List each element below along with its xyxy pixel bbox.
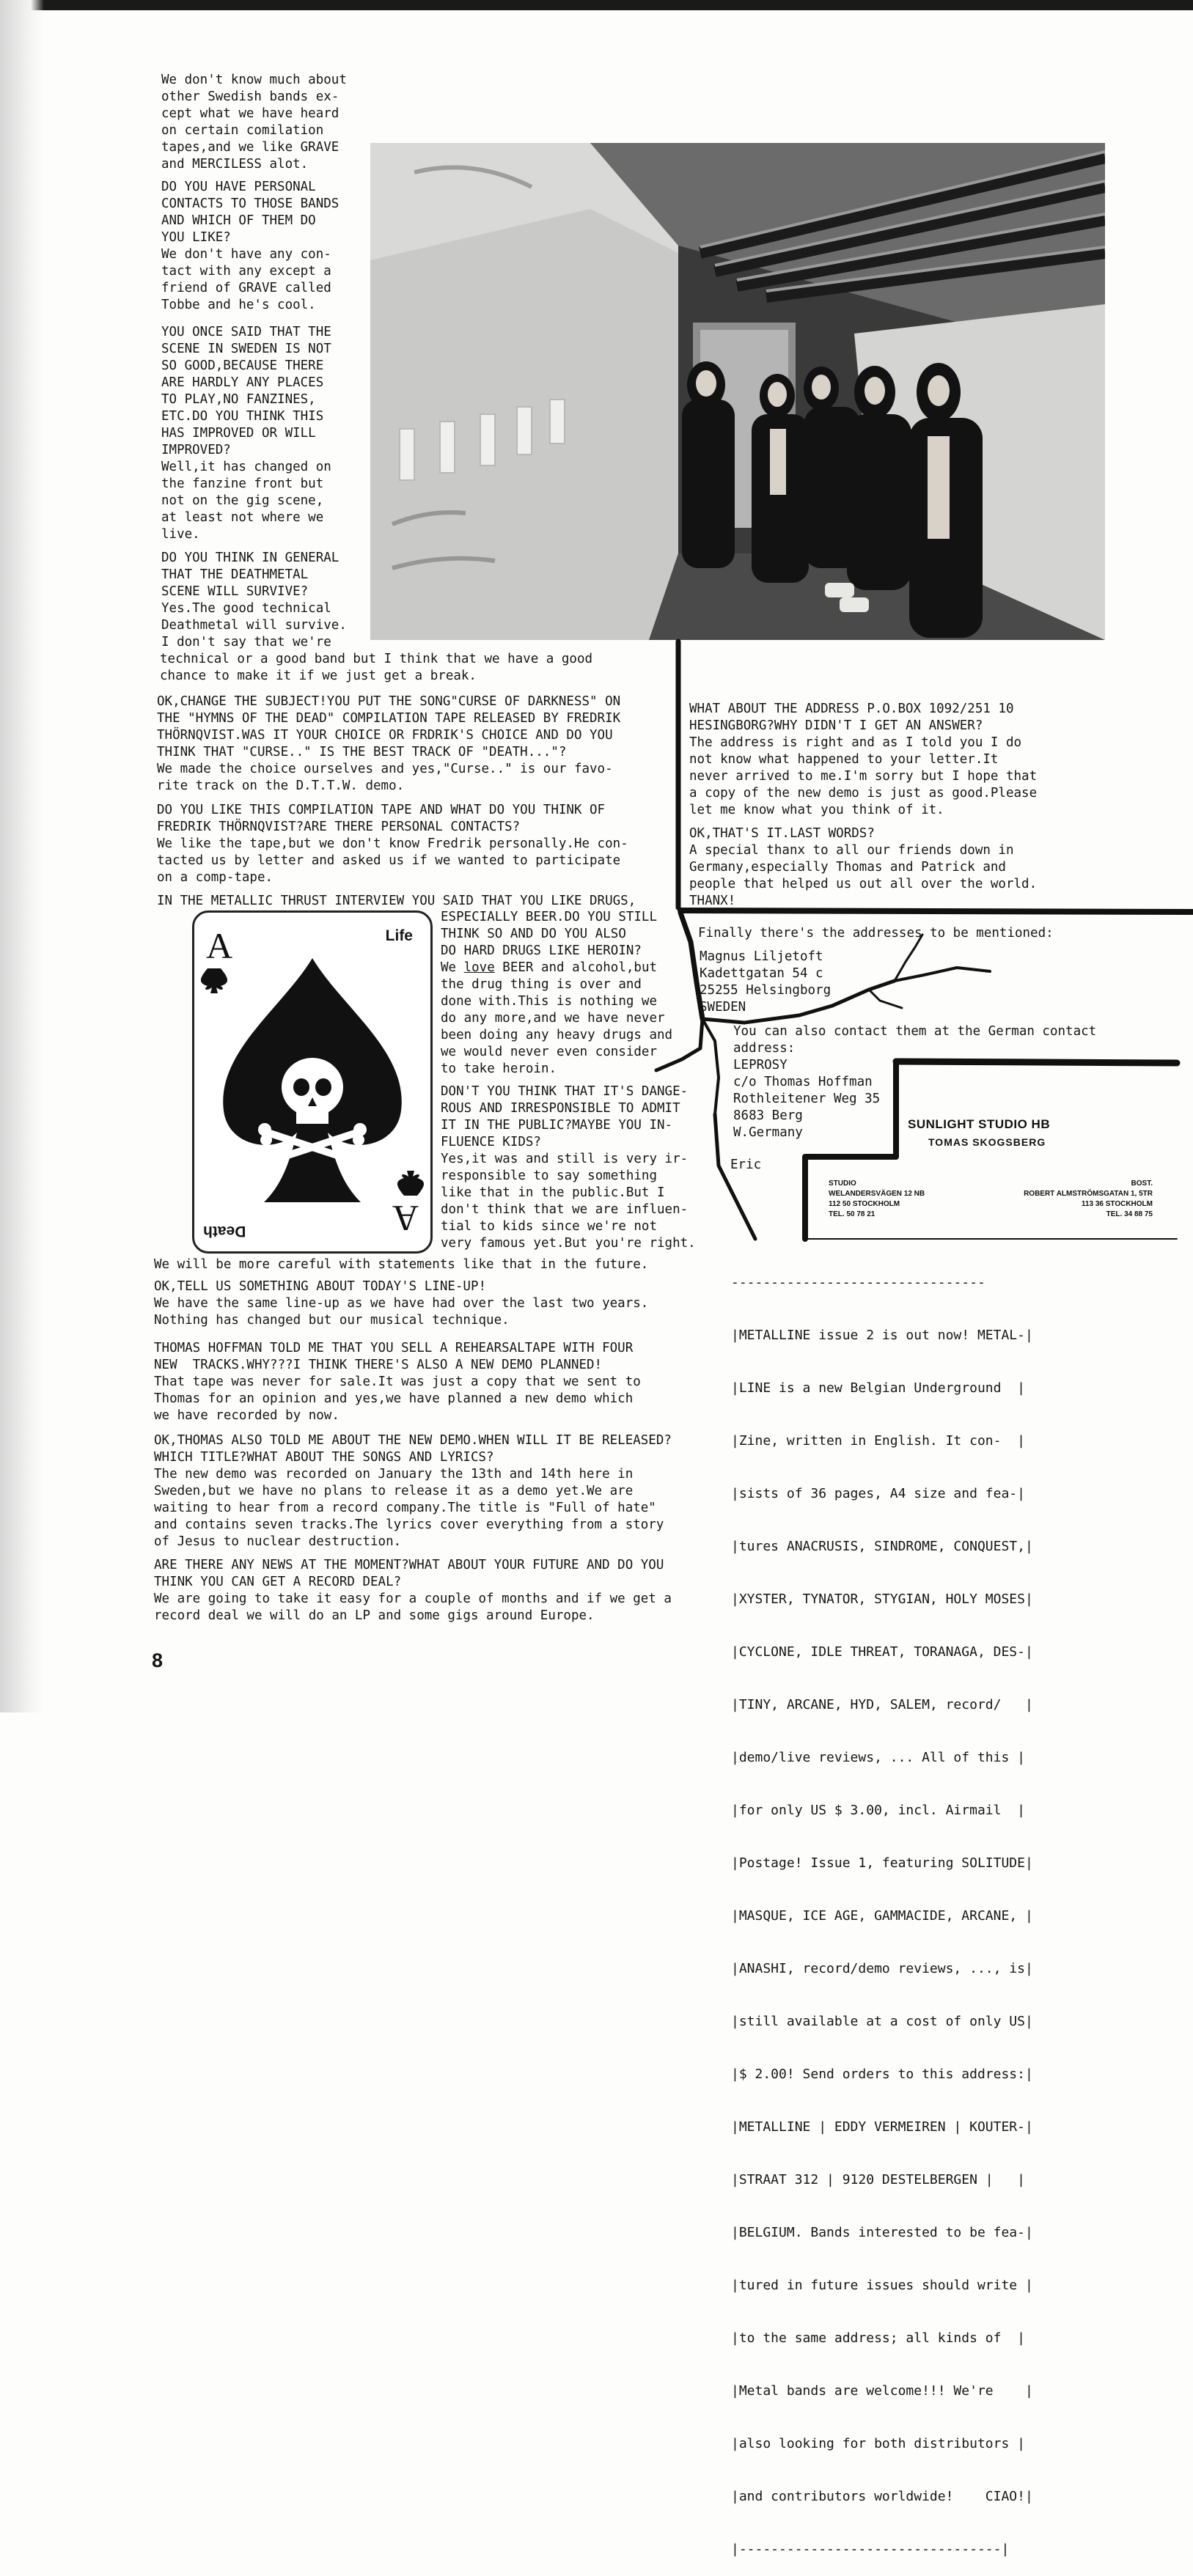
german-contact-intro: You can also contact them at the German contact address:: [733, 1024, 1097, 1056]
ad-line: |LINE is a new Belgian Underground |: [731, 1380, 1025, 1396]
careful-statement: We will be more careful with statements like that in the future.: [154, 1257, 649, 1272]
ad-line: |CYCLONE, IDLE THREAT, TORANAGA, DES-|: [731, 1644, 1033, 1660]
qa-drugs-question: IN THE METALLIC THRUST INTERVIEW YOU SAID THAT YOU LIKE DRUGS,: [157, 894, 636, 908]
ad-line: |demo/live reviews, ... All of this |: [731, 1750, 1025, 1765]
qa-last-words: OK,THAT'S IT.LAST WORDS? A special thanx to all our friends down in Germany,especially Thomas and Patrick and people that helped us out all over the world. THANX!: [689, 826, 1038, 908]
qa-future: ARE THERE ANY NEWS AT THE MOMENT?WHAT ABOUT YOUR FUTURE AND DO YOU THINK YOU CAN GET A RECORD DEAL? We are going to take it easy for a couple of months and if we get a record deal we will do an LP and some gigs around Europe.: [154, 1558, 672, 1623]
ad-line: |also looking for both distributors |: [731, 2436, 1025, 2451]
skull-spade-icon: [194, 913, 430, 1251]
ad-line: |Zine, written in English. It con- |: [731, 1433, 1025, 1449]
ad-line: |to the same address; all kinds of |: [731, 2330, 1025, 2346]
page-number: 8: [152, 1649, 164, 1671]
ad-line: |---------------------------------|: [731, 2542, 1010, 2557]
qa-new-demo: OK,THOMAS ALSO TOLD ME ABOUT THE NEW DEMO.WHEN WILL IT BE RELEASED? WHICH TITLE?WHAT ABOUT THE SONGS AND LYRICS? The new demo was recorded on January the 13th and 14th here in Sweden,but we have no plans to release it as a demo yet.We are waiting to hear from a record company.The title is "Full of hate" and contains seven tracks.The lyrics cover everything from a story of Jesus to nuclear destruction.: [154, 1433, 672, 1549]
address-sweden: Magnus Liljetoft Kadettgatan 54 c 25255 Helsingborg SWEDEN: [700, 949, 832, 1015]
qa-dangerous: DON'T YOU THINK THAT IT'S DANGE- ROUS AND IRRESPONSIBLE TO ADMIT IT IN THE PUBLIC?MAYBE YOU IN- FLUENCE KIDS? Yes,it was and still is very ir- responsible to say something like that in the public.But I don't think that we are influen- tial to kids since we're not very famous yet.But you're right.: [441, 1084, 696, 1251]
addresses-intro: Finally there's the addresses to be mentioned:: [698, 926, 1054, 941]
ad-line: |METALLINE issue 2 is out now! METAL-|: [731, 1328, 1033, 1343]
studio-home-address: BOST. ROBERT ALMSTRÖMSGATAN 1, 5TR 113 36 STOCKHOLM TEL. 34 88 75: [1024, 1180, 1153, 1218]
qa-line-up: OK,TELL US SOMETHING ABOUT TODAY'S LINE-UP! We have the same line-up as we have had over the last two years. Nothing has changed but our musical technique.: [154, 1279, 649, 1328]
love-underlined: love: [463, 960, 495, 975]
qa-curse-of-darkness: OK,CHANGE THE SUBJECT!YOU PUT THE SONG"CURSE OF DARKNESS" ON THE "HYMNS OF THE DEAD" COMPILATION TAPE RELEASED BY FREDRIK THÖRNQVIST.WAS IT YOUR CHOICE OR FRDRIK'S CHOICE AND DO YOU THINK THAT "CURSE.." IS THE BEST TRACK OF "DEATH..."? We made the choice ourselves and yes,"Curse.." is our favo- rite track on the D.T.T.W. demo.: [157, 694, 621, 793]
qa-scene-sweden: YOU ONCE SAID THAT THE SCENE IN SWEDEN IS NOT SO GOOD,BECAUSE THERE ARE HARDLY ANY PLACES TO PLAY,NO FANZINES, ETC.DO YOU THINK THIS HAS IMPROVED OR WILL IMPROVED? Well,it has changed on the fanzine front but not on the gig scene, at least not where we live.: [161, 325, 331, 542]
qa-deathmetal-survive-cont: technical or a good band but I think that we have a good chance to make it if we just get a break.: [160, 652, 593, 683]
ad-line: |tured in future issues should write |: [731, 2278, 1033, 2293]
ad-line: |$ 2.00! Send orders to this address:|: [731, 2067, 1033, 2082]
studio-address: STUDIO WELANDERSVÄGEN 12 NB 112 50 STOCKHOLM TEL. 50 78 21: [829, 1180, 925, 1218]
ad-line: |TINY, ARCANE, HYD, SALEM, record/ |: [731, 1697, 1033, 1712]
studio-name: SUNLIGHT STUDIO HB: [908, 1117, 1051, 1131]
ad-line: |XYSTER, TYNATOR, STYGIAN, HOLY MOSES|: [731, 1591, 1033, 1607]
svg-text:A: A: [392, 1198, 419, 1239]
qa-compilation-tape: DO YOU LIKE THIS COMPILATION TAPE AND WHAT DO YOU THINK OF FREDRIK THÖRNQVIST?ARE THERE PERSONAL CONTACTS? We like the tape,but we don't know Fredrik personally.He con- tacted us by letter and asked us if we wanted to participate on a comp-tape.: [157, 803, 628, 885]
ad-line: |STRAAT 312 | 9120 DESTELBERGEN | |: [731, 2172, 1025, 2187]
address-germany: LEPROSY c/o Thomas Hoffman Rothleitener Weg 35 8683 Berg W.Germany: [733, 1058, 881, 1140]
metalline-ad: [731, 1239, 1109, 2576]
card-death-label: Death: [203, 1223, 246, 1240]
signoff: Eric: [730, 1158, 762, 1172]
qa-rehearsal-tape: THOMAS HOFFMAN TOLD ME THAT YOU SELL A REHEARSALTAPE WITH FOUR NEW TRACKS.WHY???I THINK THERE'S ALSO A NEW DEMO PLANNED! That tape was never for sale.It was just a copy that we sent to Thomas for an opinion and yes,we have planned a new demo which we have recorded by now.: [154, 1341, 641, 1423]
ad-line: |Metal bands are welcome!!! We're |: [731, 2383, 1033, 2399]
ad-line: |METALLINE | EDDY VERMEIREN | KOUTER-|: [731, 2119, 1033, 2135]
intro-answer: We don't know much about other Swedish bands ex- cept what we have heard on certain comilation tapes,and we like GRAVE and MERCILESS alot.: [161, 73, 347, 172]
drugs-answer: ESPECIALLY BEER.DO YOU STILL THINK SO AND DO YOU ALSO DO HARD DRUGS LIKE HEROIN? We love BEER and alcohol,but the drug thing is over and done with.This is nothing we do any more,and we have never been doing any heavy drugs and we would never even consider to take heroin.: [441, 910, 673, 1076]
ad-line: |BELGIUM. Bands interested to be fea-|: [731, 2225, 1033, 2240]
ace-of-spades-card: [192, 910, 433, 1254]
ad-line: |MASQUE, ICE AGE, GAMMACIDE, ARCANE, |: [731, 1908, 1033, 1924]
studio-owner: TOMAS SKOGSBERG: [928, 1136, 1046, 1148]
ad-line: |Postage! Issue 1, featuring SOLITUDE|: [731, 1855, 1033, 1871]
card-life-label: Life: [385, 927, 413, 944]
ad-line: |still available at a cost of only US|: [731, 2014, 1033, 2029]
ad-line: --------------------------------: [731, 1275, 985, 1290]
qa-po-box: WHAT ABOUT THE ADDRESS P.O.BOX 1092/251 10 HESINGBORG?WHY DIDN'T I GET AN ANSWER? The address is right and as I told you I do not know what happened to your letter.It never arrived to me.I'm sorry but I hope that a copy of the new demo is just as good.Please let me know what you think of it.: [689, 702, 1038, 817]
qa-deathmetal-survive: DO YOU THINK IN GENERAL THAT THE DEATHMETAL SCENE WILL SURVIVE? Yes.The good technical Deathmetal will survive. I don't say that we're: [161, 551, 347, 649]
ad-line: |tures ANACRUSIS, SINDROME, CONQUEST,|: [731, 1539, 1033, 1554]
ad-line: |sists of 36 pages, A4 size and fea-|: [731, 1486, 1025, 1501]
ad-line: |for only US $ 3.00, incl. Airmail |: [731, 1803, 1025, 1818]
ad-line: |ANASHI, record/demo reviews, ..., is|: [731, 1961, 1033, 1976]
ad-line: |and contributors worldwide! CIAO!|: [731, 2489, 1033, 2504]
qa-personal-contacts: DO YOU HAVE PERSONAL CONTACTS TO THOSE BANDS AND WHICH OF THEM DO YOU LIKE? We don't have any con- tact with any except a friend of GRAVE called Tobbe and he's cool.: [161, 180, 339, 312]
svg-text:A: A: [206, 925, 233, 966]
